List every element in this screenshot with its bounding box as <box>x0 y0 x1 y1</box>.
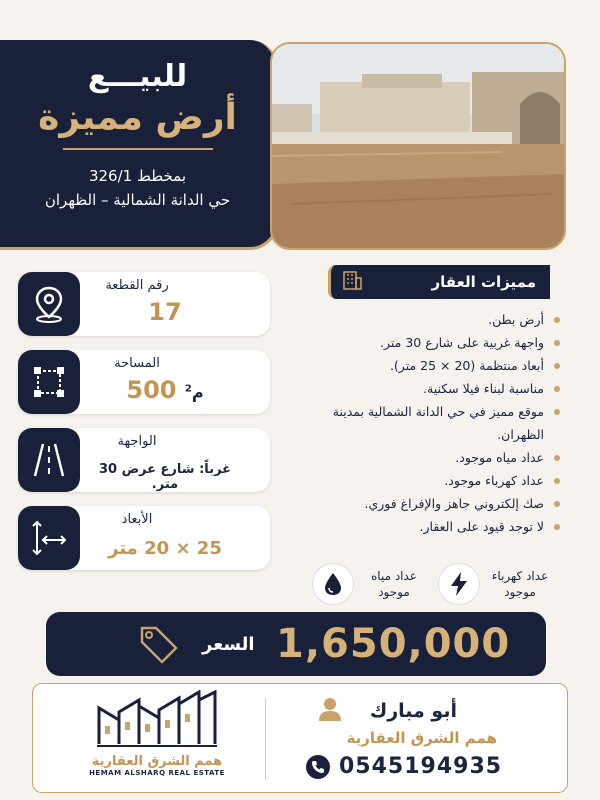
company-logo <box>77 690 237 777</box>
spec-label: الأبعاد <box>121 512 153 527</box>
features-list <box>292 308 562 538</box>
price-label: السعر <box>202 633 255 655</box>
electric-meter-label: عداد كهرباء موجود <box>491 569 549 599</box>
logo-name-en: HEMAM ALSHARQ REAL ESTATE <box>89 769 225 777</box>
price-bar <box>46 612 546 676</box>
list-item: عداد كهرباء موجود. <box>292 469 562 492</box>
list-item: صك إلكتروني جاهز والإفراغ فوري. <box>292 492 562 515</box>
footer-card <box>32 683 568 793</box>
hero-sale-label: للبيـــع <box>87 59 188 94</box>
spec-label: المساحة <box>114 356 160 371</box>
spec-frontage <box>18 428 270 492</box>
area-unit: $^2$م <box>184 383 204 402</box>
phone-icon <box>305 754 331 784</box>
contact-phone[interactable]: 0545194935 <box>339 754 503 779</box>
contact-name: أبو مبارك <box>369 700 457 722</box>
person-icon <box>317 696 343 726</box>
land-photo <box>270 42 566 250</box>
area-value: 500 <box>126 376 177 404</box>
logo-mark <box>95 690 219 748</box>
logo-name-ar: همم الشرق العقارية <box>91 754 223 769</box>
hero-title: أرض مميزة <box>38 97 237 138</box>
electric-meter-badge <box>438 562 558 606</box>
water-meter-label: عداد مياه موجود <box>371 569 417 599</box>
spec-label: رقم القطعة <box>105 278 169 293</box>
spec-label: الواجهة <box>117 434 157 449</box>
list-item: لا توجد قيود على العقار. <box>292 515 562 538</box>
water-drop-icon <box>312 563 354 605</box>
list-item: عداد مياه موجود. <box>292 446 562 469</box>
price-value: 1,650,000 <box>276 621 511 667</box>
hero-location: حي الدانة الشمالية – الظهران <box>44 191 231 209</box>
spec-dimensions <box>18 506 270 570</box>
hero-plan: بمخطط 326/1 <box>88 167 187 185</box>
features-heading <box>328 265 550 299</box>
spec-plot-number <box>18 272 270 336</box>
spec-value: 17 <box>148 298 182 326</box>
list-item: واجهة غربية على شارع 30 متر. <box>292 331 562 354</box>
list-item: أبعاد منتظمة (20 × 25 متر). <box>292 354 562 377</box>
list-item: أرض بطن. <box>292 308 562 331</box>
list-item: مناسبة لبناء فيلا سكنية. <box>292 377 562 400</box>
hero-card <box>0 40 278 250</box>
spec-area <box>18 350 270 414</box>
lightning-icon <box>438 563 480 605</box>
building-icon <box>341 269 363 295</box>
features-heading-label: مميزات العقار <box>431 273 536 291</box>
water-meter-badge <box>312 562 432 606</box>
price-tag-icon <box>136 622 180 670</box>
footer-divider <box>265 698 266 780</box>
hero-divider <box>63 148 213 150</box>
contact-company: همم الشرق العقارية <box>346 729 497 747</box>
spec-value: 25 × 20 متر <box>108 538 222 559</box>
list-item: موقع مميز في حي الدانة الشمالية بمدينة الظهران. <box>292 400 562 446</box>
land-photo-image <box>272 44 566 250</box>
spec-value <box>90 376 240 404</box>
spec-value: غرباً: شارع عرض 30 متر. <box>98 462 232 492</box>
